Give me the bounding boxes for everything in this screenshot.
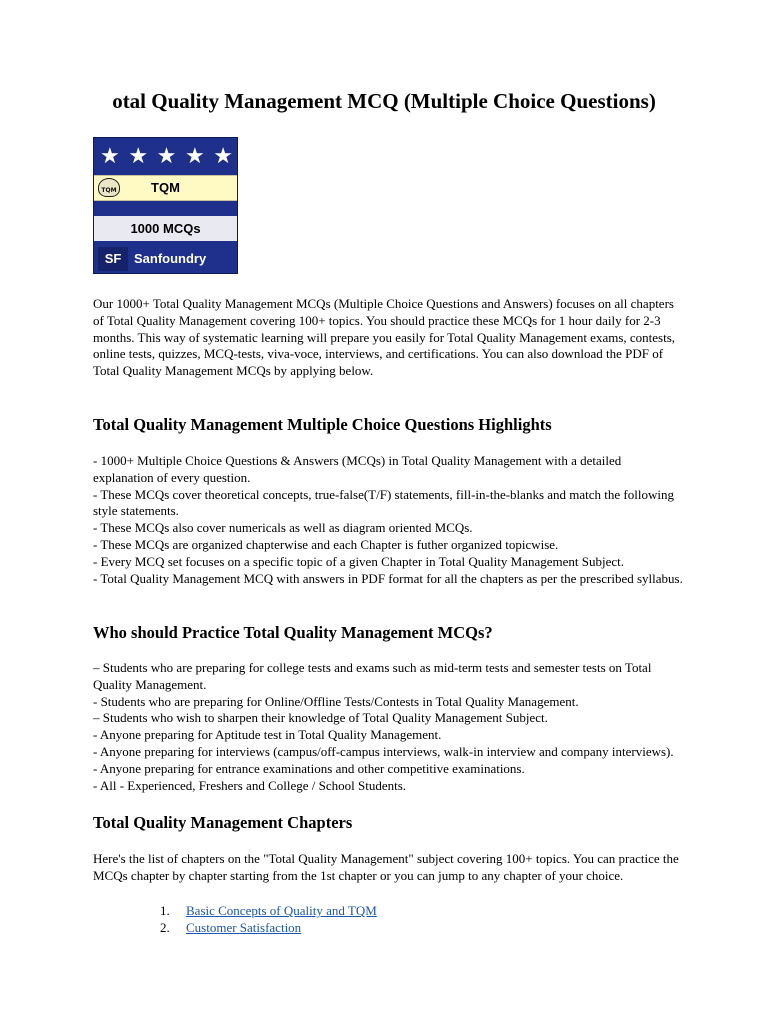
chapter-list <box>160 902 377 936</box>
chapters-intro: Here's the list of chapters on the "Total Quality Management" subject covering 100+ topics. You can practice the MCQs chapter by chapter starting from the 1st chapter or you can jump to any chapter of your choice. <box>93 851 679 883</box>
star-icon: ★ <box>184 144 205 169</box>
chapter-number: 1. <box>160 903 170 918</box>
star-icon: ★ <box>128 144 149 169</box>
page-title: otal Quality Management MCQ (Multiple Choice Questions) <box>112 89 656 113</box>
list-item: – Students who wish to sharpen their knowledge of Total Quality Management Subject. <box>93 710 548 726</box>
intro-paragraph: Our 1000+ Total Quality Management MCQs (Multiple Choice Questions and Answers) focuses on all chapters of Total Quality Management covering 100+ topics. You should practice these MCQs for 1 hour daily for 2-3 months. This way of systematic learning will prepare you easily for Total Quality Management exams, contests, online tests, quizzes, MCQ-tests, viva-voce, interviews, and certifications. You can also download the PDF of Total Quality Management MCQs by applying below. <box>93 296 676 379</box>
badge-subject-label: TQM <box>151 180 180 195</box>
list-item: – Students who are preparing for college tests and exams such as mid-term tests and semester tests on Total Quality Management. <box>93 660 652 692</box>
tqm-logo-icon: TQM <box>98 178 120 197</box>
chapter-link-basic-concepts[interactable]: Basic Concepts of Quality and TQM <box>186 903 377 918</box>
list-item: - Total Quality Management MCQ with answers in PDF format for all the chapters as per the prescribed syllabus. <box>93 570 683 586</box>
who-list <box>93 660 685 794</box>
chapter-number: 2. <box>160 920 170 935</box>
badge-mcq-count: 1000 MCQs <box>130 221 201 236</box>
list-item: - Every MCQ set focuses on a specific topic of a given Chapter in Total Quality Management Subject. <box>93 553 624 569</box>
tqm-badge-image <box>93 137 238 274</box>
list-item: - Anyone preparing for Aptitude test in Total Quality Management. <box>93 727 442 743</box>
star-rating <box>100 142 233 172</box>
badge-mcq-band <box>94 216 237 241</box>
list-item: - These MCQs also cover numericals as well as diagram oriented MCQs. <box>93 520 473 536</box>
highlights-list <box>93 453 685 587</box>
badge-tqm-band <box>94 175 237 201</box>
badge-brand-name: Sanfoundry <box>134 251 207 266</box>
star-icon: ★ <box>213 144 233 169</box>
who-heading: Who should Practice Total Quality Management MCQs? <box>93 623 493 642</box>
list-item <box>160 902 377 919</box>
list-item: - Anyone preparing for entrance examinations and other competitive examinations. <box>93 760 525 776</box>
sanfoundry-logo-icon: SF <box>98 247 128 271</box>
star-icon: ★ <box>100 144 120 169</box>
chapter-link-customer-satisfaction[interactable]: Customer Satisfaction <box>186 920 302 935</box>
chapters-heading: Total Quality Management Chapters <box>93 813 353 832</box>
list-item: - All - Experienced, Freshers and College / School Students. <box>93 777 407 793</box>
list-item <box>160 919 377 936</box>
list-item: - Students who are preparing for Online/Offline Tests/Contests in Total Quality Management. <box>93 693 579 709</box>
list-item: - These MCQs cover theoretical concepts, true-false(T/F) statements, fill-in-the-blanks and match the following style statements. <box>93 486 674 519</box>
list-item: - 1000+ Multiple Choice Questions & Answers (MCQs) in Total Quality Management with a detailed explanation of every question. <box>93 453 622 485</box>
list-item: - These MCQs are organized chapterwise and each Chapter is futher organized topicwise. <box>93 536 559 552</box>
highlights-heading: Total Quality Management Multiple Choice Questions Highlights <box>93 415 552 434</box>
list-item: - Anyone preparing for interviews (campus/off-campus interviews, walk-in interview and company interviews). <box>93 743 674 759</box>
star-icon: ★ <box>156 144 177 169</box>
